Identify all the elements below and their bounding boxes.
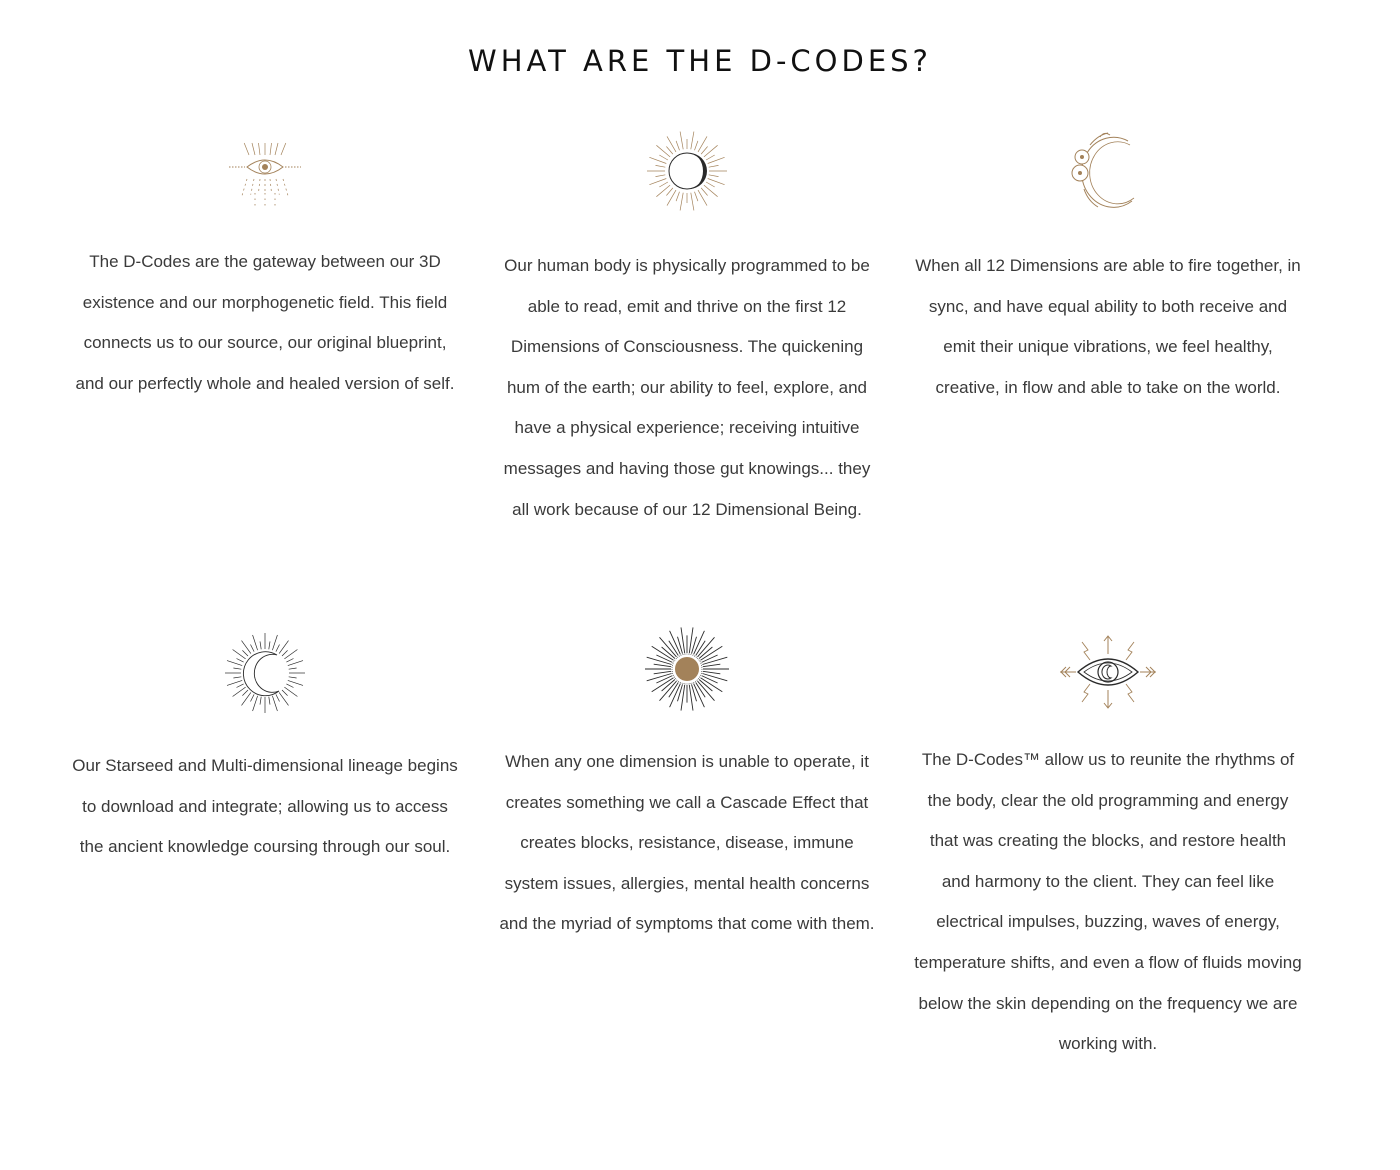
page-title: WHAT ARE THE D-CODES?	[468, 44, 932, 78]
card-text: When all 12 Dimensions are able to fire together, in sync, and have equal ability to both receive and emit their unique vibrations, we feel healthy, creative, in flow and able to take on the world.	[915, 256, 1301, 397]
card-text: Our human body is physically programmed to be able to read, emit and thrive on the first 12 Dimensions of Consciousness. The quickening hum of the earth; our ability to feel, explore, and have a physical experience; receiving intuitive messages and having those gut knowings... they all work because of our 12 Dimensional Being.	[503, 256, 871, 519]
dcode-card	[908, 128, 1308, 408]
floral-crescent-icon	[1066, 128, 1150, 214]
card-text: Our Starseed and Multi-dimensional lineage begins to download and integrate; allowing us to access the ancient knowledge coursing through our soul.	[72, 756, 458, 857]
moon-sunburst-icon	[645, 128, 729, 214]
sun-burst-icon	[644, 626, 730, 712]
dcode-card	[65, 128, 465, 404]
mystic-eye-arrows-icon	[1058, 634, 1158, 710]
eye-rays-icon	[225, 128, 305, 210]
crescent-rays-icon	[223, 630, 307, 716]
card-text: The D-Codes™ allow us to reunite the rhythms of the body, clear the old programming and energy that was creating the blocks, and restore health and harmony to the client. They can feel like electrical impulses, buzzing, waves of energy, temperature shifts, and even a flow of fluids moving below the skin depending on the frequency we are working with.	[914, 750, 1302, 1054]
dcode-card	[908, 634, 1308, 1065]
dcode-card	[65, 630, 465, 868]
card-text: The D-Codes are the gateway between our 3D existence and our morphogenetic field. This field connects us to our source, our original blueprint, and our perfectly whole and healed version of self.	[75, 252, 455, 393]
card-text: When any one dimension is unable to operate, it creates something we call a Cascade Effect that creates blocks, resistance, disease, immune system issues, allergies, mental health concerns and the myriad of symptoms that come with them.	[499, 752, 875, 934]
dcode-card	[487, 626, 887, 945]
dcode-card	[487, 128, 887, 530]
